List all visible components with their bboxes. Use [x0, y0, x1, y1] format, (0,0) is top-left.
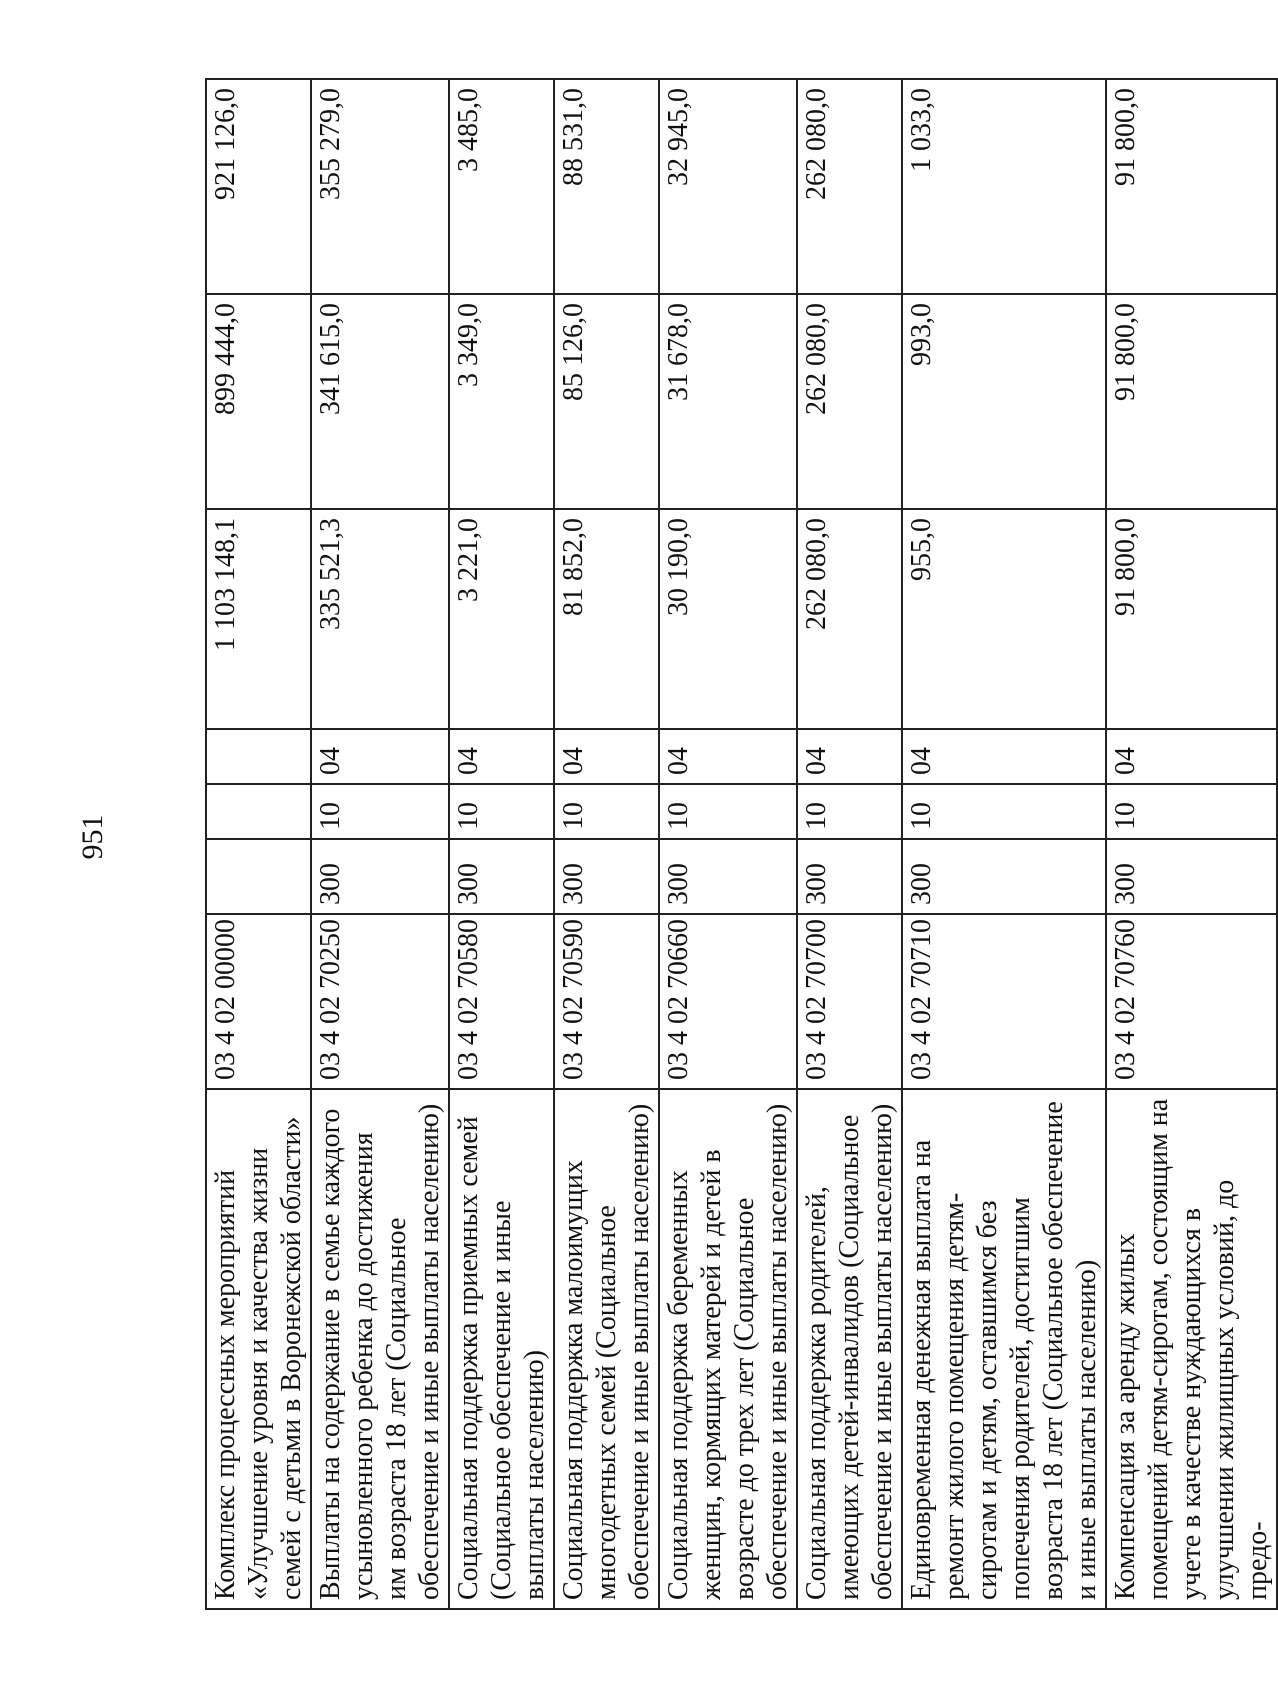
table-row — [659, 79, 797, 1609]
table-row — [206, 79, 311, 1609]
row-rz: 10 — [659, 784, 797, 839]
row-pr: 04 — [659, 729, 797, 784]
row-pr — [206, 729, 311, 784]
row-code: 03 4 02 70660 — [659, 914, 797, 1089]
row-value-2: 899 444,0 — [206, 294, 311, 509]
row-value-1: 262 080,0 — [797, 509, 902, 729]
row-rz — [206, 784, 311, 839]
budget-table-rotated — [205, 80, 1273, 1610]
row-value-1: 91 800,0 — [1106, 509, 1277, 729]
row-value-3: 262 080,0 — [797, 79, 902, 294]
row-rz: 10 — [554, 784, 659, 839]
table-row — [1106, 79, 1277, 1609]
row-code: 03 4 02 00000 — [206, 914, 311, 1089]
row-value-3: 3 485,0 — [449, 79, 554, 294]
row-value-3: 32 945,0 — [659, 79, 797, 294]
table-row — [902, 79, 1106, 1609]
row-value-2: 341 615,0 — [311, 294, 449, 509]
row-vr: 300 — [554, 839, 659, 914]
budget-table — [205, 78, 1278, 1610]
row-rz: 10 — [797, 784, 902, 839]
row-code: 03 4 02 70250 — [311, 914, 449, 1089]
row-pr: 04 — [902, 729, 1106, 784]
row-value-1: 3 221,0 — [449, 509, 554, 729]
row-value-3: 1 033,0 — [902, 79, 1106, 294]
row-vr: 300 — [659, 839, 797, 914]
row-value-2: 91 800,0 — [1106, 294, 1277, 509]
table-row — [797, 79, 902, 1609]
row-name: Выплаты на содержание в семье каждого усыновленного ребенка до достижения им возраста 18 лет (Социальное обеспечение и иные выплаты населению) — [311, 1089, 449, 1609]
row-pr: 04 — [449, 729, 554, 784]
row-value-3: 355 279,0 — [311, 79, 449, 294]
row-value-2: 993,0 — [902, 294, 1106, 509]
row-value-2: 31 678,0 — [659, 294, 797, 509]
table-row — [554, 79, 659, 1609]
row-code: 03 4 02 70700 — [797, 914, 902, 1089]
row-name: Комплекс процессных мероприятий «Улучшение уровня и качества жизни семей с детьми в Воронежской области» — [206, 1089, 311, 1609]
row-value-3: 921 126,0 — [206, 79, 311, 294]
row-name: Социальная поддержка приемных семей (Социальное обеспечение и иные выплаты населению) — [449, 1089, 554, 1609]
row-value-2: 85 126,0 — [554, 294, 659, 509]
row-rz: 10 — [311, 784, 449, 839]
row-code: 03 4 02 70580 — [449, 914, 554, 1089]
row-rz: 10 — [1106, 784, 1277, 839]
row-value-3: 88 531,0 — [554, 79, 659, 294]
row-vr: 300 — [902, 839, 1106, 914]
row-name: Социальная поддержка родителей, имеющих детей-инвалидов (Социальное обеспечение и иные выплаты населению) — [797, 1089, 902, 1609]
row-vr: 300 — [1106, 839, 1277, 914]
row-vr: 300 — [797, 839, 902, 914]
row-name: Единовременная денежная выплата на ремонт жилого помещения детям-сиротам и детям, оставшимся без попечения родителей, достигшим возраста 18 лет (Социальное обеспечение и иные выплаты населению) — [902, 1089, 1106, 1609]
row-vr — [206, 839, 311, 914]
row-value-2: 262 080,0 — [797, 294, 902, 509]
row-value-3: 91 800,0 — [1106, 79, 1277, 294]
row-code: 03 4 02 70590 — [554, 914, 659, 1089]
row-name: Социальная поддержка беременных женщин, кормящих матерей и детей в возрасте до трех лет (Социальное обеспечение и иные выплаты населению) — [659, 1089, 797, 1609]
row-pr: 04 — [311, 729, 449, 784]
row-pr: 04 — [797, 729, 902, 784]
row-value-1: 81 852,0 — [554, 509, 659, 729]
row-name: Социальная поддержка малоимущих многодетных семей (Социальное обеспечение и иные выплаты населению) — [554, 1089, 659, 1609]
row-rz: 10 — [902, 784, 1106, 839]
row-pr: 04 — [1106, 729, 1277, 784]
row-name: Компенсация за аренду жилых помещений детям-сиротам, состоящим на учете в качестве нуждающихся в улучшении жилищных условий, до предо- — [1106, 1089, 1277, 1609]
row-code: 03 4 02 70760 — [1106, 914, 1277, 1089]
row-vr: 300 — [449, 839, 554, 914]
page-number: 951 — [76, 814, 109, 860]
row-vr: 300 — [311, 839, 449, 914]
row-value-1: 30 190,0 — [659, 509, 797, 729]
table-row — [449, 79, 554, 1609]
row-rz: 10 — [449, 784, 554, 839]
row-code: 03 4 02 70710 — [902, 914, 1106, 1089]
row-value-2: 3 349,0 — [449, 294, 554, 509]
row-value-1: 335 521,3 — [311, 509, 449, 729]
row-pr: 04 — [554, 729, 659, 784]
row-value-1: 1 103 148,1 — [206, 509, 311, 729]
table-row — [311, 79, 449, 1609]
row-value-1: 955,0 — [902, 509, 1106, 729]
